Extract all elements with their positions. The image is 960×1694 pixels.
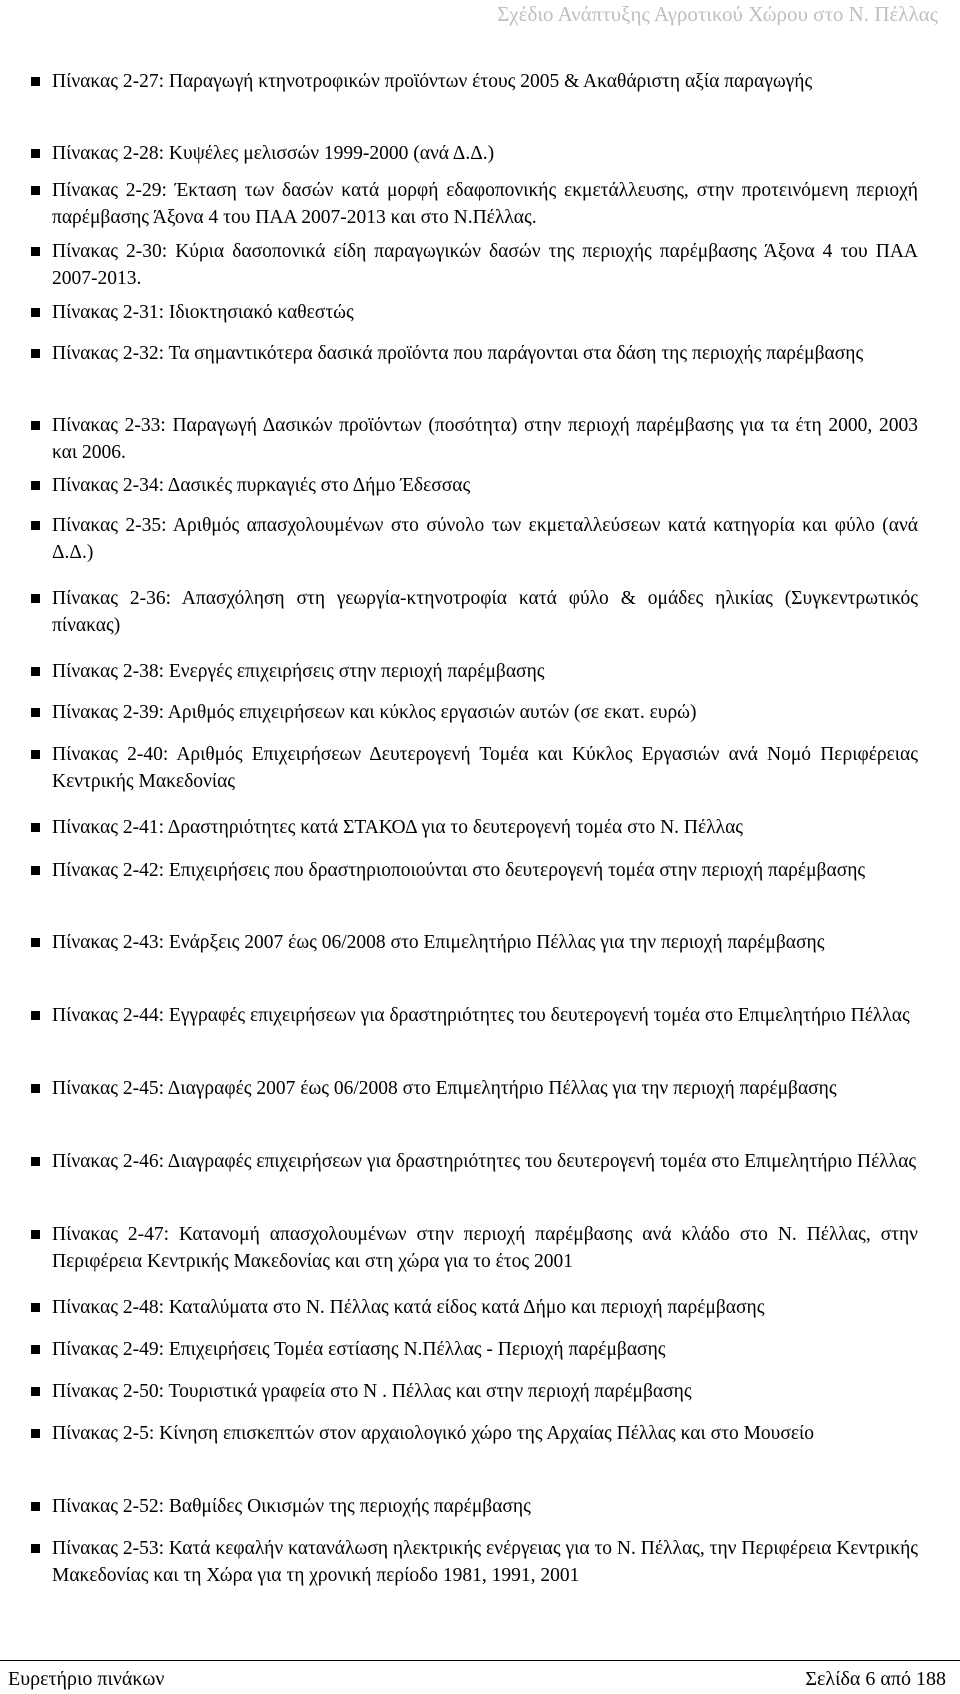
bullet-square-icon [31, 1230, 40, 1239]
bullet-square-icon [31, 1157, 40, 1166]
bullet-square-icon [31, 421, 40, 430]
list-item-text: Πίνακας 2-45: Διαγραφές 2007 έως 06/2008 στο Επιμελητήριο Πέλλας για την περιοχή παρέμβασης [52, 1078, 837, 1099]
list-item-text: Πίνακας 2-28: Κυψέλες μελισσών 1999-2000 (ανά Δ.Δ.) [52, 143, 495, 164]
bullet-square-icon [31, 349, 40, 358]
list-item-text: Πίνακας 2-29: Έκταση των δασών κατά μορφή εδαφοπονικής εκμετάλλευσης, στην προτεινόμενη περιοχή παρέμβασης Άξονα 4 του ΠΑΑ 2007-2013 και στο Ν.Πέλλας. [52, 180, 918, 228]
list-item-text: Πίνακας 2-30: Κύρια δασοπονικά είδη παραγωγικών δασών της περιοχής παρέμβασης Άξονα 4 του ΠΑΑ 2007-2013. [52, 241, 918, 289]
list-item-text: Πίνακας 2-53: Κατά κεφαλήν κατανάλωση ηλεκτρικής ενέργειας για το Ν. Πέλλας, την Περιφέρεια Κεντρικής Μακεδονίας και τη Χώρα για τη χρονική περίοδο 1981, 1991, 2001 [52, 1538, 918, 1586]
bullet-square-icon [31, 1429, 40, 1438]
bullet-square-icon [31, 521, 40, 530]
bullet-square-icon [31, 77, 40, 86]
list-item-text: Πίνακας 2-50: Τουριστικά γραφεία στο Ν . Πέλλας και στην περιοχή παρέμβασης [52, 1381, 692, 1402]
bullet-square-icon [31, 1502, 40, 1511]
list-item-text: Πίνακας 2-33: Παραγωγή Δασικών προϊόντων (ποσότητα) στην περιοχή παρέμβασης για τα έτη 2000, 2003 και 2006. [52, 415, 918, 463]
bullet-square-icon [31, 938, 40, 947]
list-item-text: Πίνακας 2-52: Βαθμίδες Οικισμών της περιοχής παρέμβασης [52, 1496, 531, 1517]
bullet-square-icon [31, 667, 40, 676]
list-item-text: Πίνακας 2-44: Εγγραφές επιχειρήσεων για δραστηριότητες του δευτερογενή τομέα στο Επιμελητήριο Πέλλας [52, 1005, 910, 1026]
bullet-square-icon [31, 594, 40, 603]
footer-divider [0, 1660, 960, 1661]
list-item-text: Πίνακας 2-43: Ενάρξεις 2007 έως 06/2008 στο Επιμελητήριο Πέλλας για την περιοχή παρέμβασης [52, 932, 825, 953]
page-header: Σχέδιο Ανάπτυξης Αγροτικού Χώρου στο Ν. Πέλλας [497, 2, 938, 26]
bullet-square-icon [31, 708, 40, 717]
footer-section-title: Ευρετήριο πινάκων [8, 1668, 165, 1690]
list-item-text: Πίνακας 2-46: Διαγραφές επιχειρήσεων για δραστηριότητες του δευτερογενή τομέα στο Επιμελητήριο Πέλλας [52, 1151, 917, 1172]
list-item-text: Πίνακας 2-32: Τα σημαντικότερα δασικά προϊόντα που παράγονται στα δάση της περιοχής παρέμβασης [52, 343, 864, 364]
page-footer [0, 1656, 960, 1694]
list-item-text: Πίνακας 2-47: Κατανομή απασχολουμένων στην περιοχή παρέμβασης ανά κλάδο στο Ν. Πέλλας, στην Περιφέρεια Κεντρικής Μακεδονίας και στη χώρα για το έτος 2001 [52, 1224, 918, 1272]
list-item-text: Πίνακας 2-40: Αριθμός Επιχειρήσεων Δευτερογενή Τομέα και Κύκλος Εργασιών ανά Νομό Περιφέρειας Κεντρικής Μακεδονίας [52, 744, 918, 792]
list-item-text: Πίνακας 2-41: Δραστηριότητες κατά ΣΤΑΚΟΔ για το δευτερογενή τομέα στο Ν. Πέλλας [52, 817, 744, 838]
list-item-text: Πίνακας 2-34: Δασικές πυρκαγιές στο Δήμο Έδεσσας [52, 475, 471, 496]
bullet-square-icon [31, 1011, 40, 1020]
list-item-text: Πίνακας 2-27: Παραγωγή κτηνοτροφικών προϊόντων έτους 2005 & Ακαθάριστη αξία παραγωγής [52, 71, 813, 92]
list-item-text: Πίνακας 2-42: Επιχειρήσεις που δραστηριοποιούνται στο δευτερογενή τομέα στην περιοχή παρέμβασης [52, 860, 866, 881]
bullet-square-icon [31, 1544, 40, 1553]
bullet-square-icon [31, 481, 40, 490]
list-item-text: Πίνακας 2-39: Αριθμός επιχειρήσεων και κύκλος εργασιών αυτών (σε εκατ. ευρώ) [52, 702, 697, 723]
bullet-square-icon [31, 866, 40, 875]
list-item-text: Πίνακας 2-31: Ιδιοκτησιακό καθεστώς [52, 302, 354, 323]
bullet-square-icon [31, 1387, 40, 1396]
bullet-square-icon [31, 308, 40, 317]
bullet-square-icon [31, 1303, 40, 1312]
list-item-text: Πίνακας 2-48: Καταλύματα στο Ν. Πέλλας κατά είδος κατά Δήμο και περιοχή παρέμβασης [52, 1297, 765, 1318]
list-item-text: Πίνακας 2-49: Επιχειρήσεις Τομέα εστίασης Ν.Πέλλας - Περιοχή παρέμβασης [52, 1339, 666, 1360]
bullet-square-icon [31, 247, 40, 256]
bullet-square-icon [31, 1084, 40, 1093]
bullet-square-icon [31, 1345, 40, 1354]
bullet-square-icon [31, 750, 40, 759]
list-item-text: Πίνακας 2-5: Κίνηση επισκεπτών στον αρχαιολογικό χώρο της Αρχαίας Πέλλας και στο Μουσείο [52, 1423, 815, 1444]
list-item-text: Πίνακας 2-36: Απασχόληση στη γεωργία-κτηνοτροφία κατά φύλο & ομάδες ηλικίας (Συγκεντρωτικός πίνακας) [52, 588, 918, 636]
bullet-square-icon [31, 149, 40, 158]
bullet-square-icon [31, 823, 40, 832]
footer-page-number: Σελίδα 6 από 188 [805, 1668, 946, 1690]
list-item-text: Πίνακας 2-35: Αριθμός απασχολουμένων στο σύνολο των εκμεταλλεύσεων κατά κατηγορία και φύλο (ανά Δ.Δ.) [52, 515, 918, 563]
list-item-text: Πίνακας 2-38: Ενεργές επιχειρήσεις στην περιοχή παρέμβασης [52, 661, 545, 682]
bullet-square-icon [31, 186, 40, 195]
